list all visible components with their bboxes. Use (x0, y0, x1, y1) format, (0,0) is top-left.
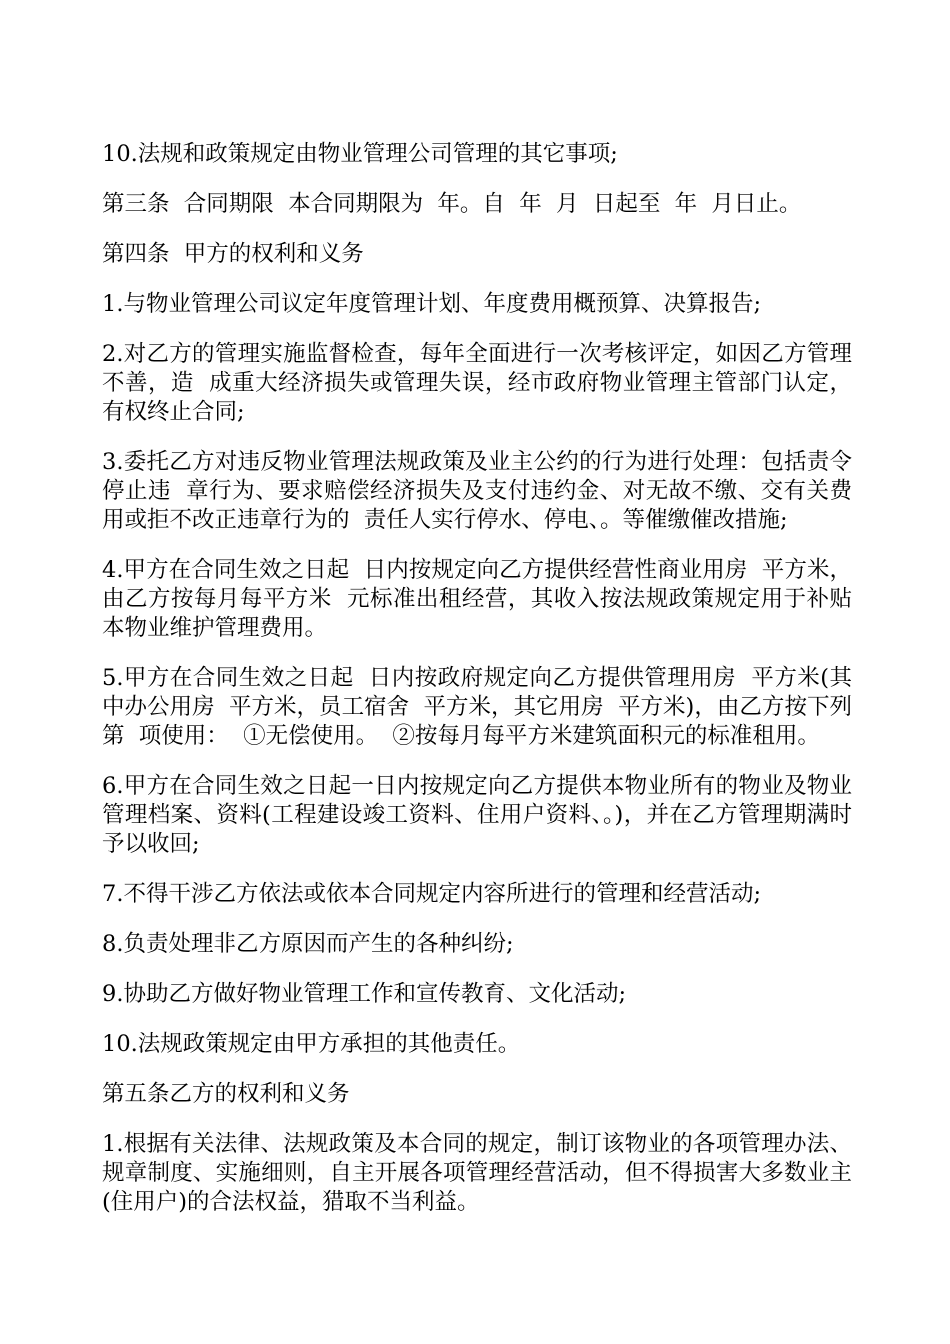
section-heading: 第四条 甲方的权利和义务 (102, 241, 364, 267)
paragraph: 10.法规政策规定由甲方承担的其他责任。 (102, 1031, 521, 1057)
paragraph: 2.对乙方的管理实施监督检查，每年全面进行一次考核评定，如因乙方管理不善，造 成重大经济损失或管理失误，经市政府物业管理主管部门认定，有权终止合同; (102, 341, 852, 425)
paragraph: 7.不得干涉乙方依法或依本合同规定内容所进行的管理和经营活动; (102, 881, 762, 907)
paragraph: 4.甲方在合同生效之日起 日内按规定向乙方提供经营性商业用房 平方米，由乙方按每月每平方米 元标准出租经营，其收入按法规政策规定用于补贴本物业维护管理费用。 (102, 557, 852, 641)
paragraph: 5.甲方在合同生效之日起 日内按政府规定向乙方提供管理用房 平方米(其中办公用房 平方米，员工宿舍 平方米，其它用房 平方米)，由乙方按下列第 项使用： ①无偿使用。 ②按每月每平方米建筑面积元的标准租用。 (102, 665, 852, 749)
paragraph: 第三条 合同期限 本合同期限为 年。自 年 月 日起至 年 月日止。 (102, 191, 802, 217)
paragraph: 9.协助乙方做好物业管理工作和宣传教育、文化活动; (102, 981, 627, 1007)
paragraph: 3.委托乙方对违反物业管理法规政策及业主公约的行为进行处理：包括责令停止违 章行为、要求赔偿经济损失及支付违约金、对无故不缴、交有关费用或拒不改正违章行为的 责任人实行停水、停电、。等催缴催改措施; (102, 449, 852, 533)
document-page (102, 140, 852, 1238)
paragraph: 8.负责处理非乙方原因而产生的各种纠纷; (102, 931, 514, 957)
paragraph: 1.根据有关法律、法规政策及本合同的规定，制订该物业的各项管理办法、规章制度、实施细则，自主开展各项管理经营活动，但不得损害大多数业主(住用户)的合法权益，猎取不当利益。 (102, 1131, 852, 1215)
paragraph: 10.法规和政策规定由物业管理公司管理的其它事项; (102, 141, 618, 167)
section-heading: 第五条乙方的权利和义务 (102, 1081, 350, 1107)
paragraph: 1.与物业管理公司议定年度管理计划、年度费用概预算、决算报告; (102, 291, 762, 317)
paragraph: 6.甲方在合同生效之日起一日内按规定向乙方提供本物业所有的物业及物业管理档案、资料(工程建设竣工资料、住用户资料、。)，并在乙方管理期满时予以收回; (102, 773, 852, 857)
